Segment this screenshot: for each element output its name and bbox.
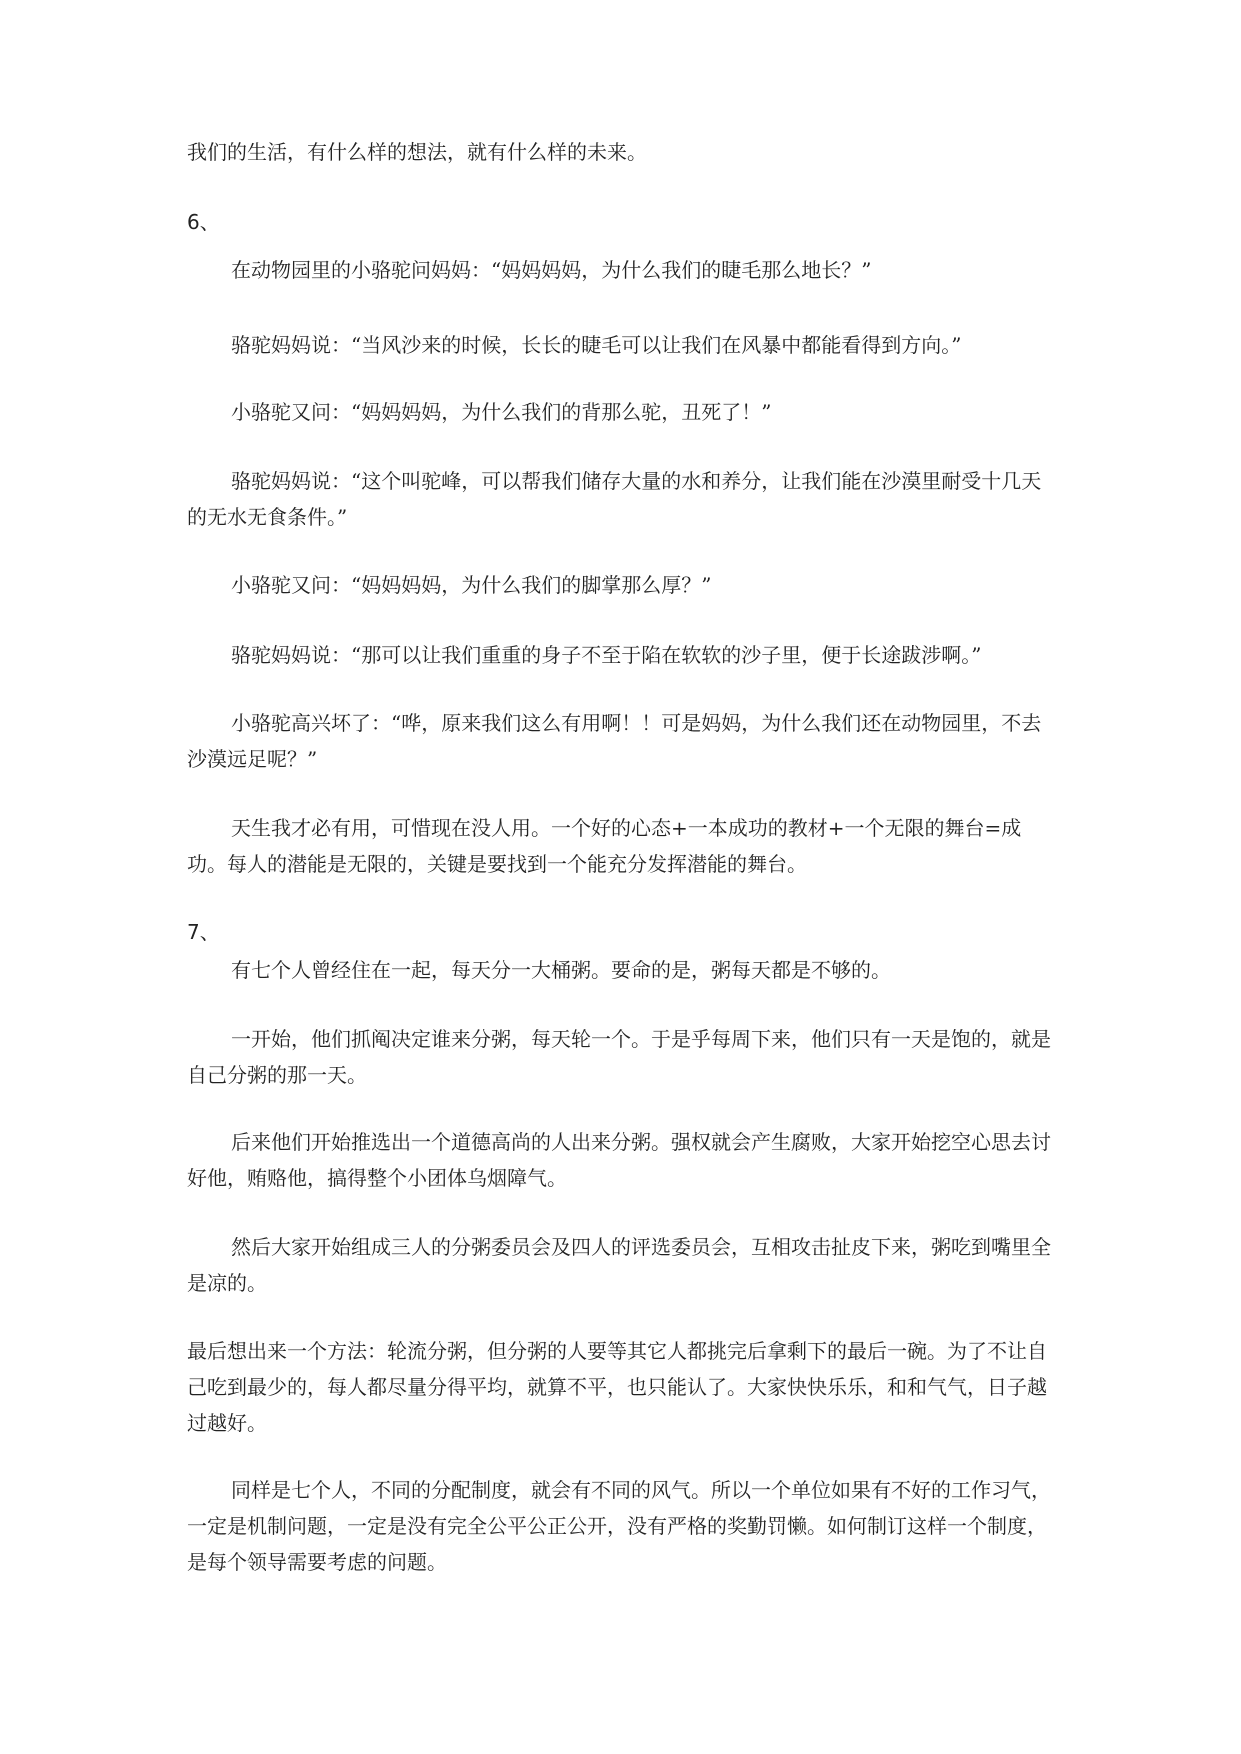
paragraph-camel-question-feet: 小骆驼又问：“妈妈妈妈，为什么我们的脚掌那么厚？” — [231, 573, 712, 597]
section-number-7: 7、 — [187, 920, 220, 944]
paragraph-committees: 然后大家开始组成三人的分粥委员会及四人的评选委员会，互相攻击扯皮下来，粥吃到嘴里全是凉的。 — [187, 1235, 1051, 1295]
paragraph-lottery: 一开始，他们抓阄决定谁来分粥，每天轮一个。于是乎每周下来，他们只有一天是饱的，就是自己分粥的那一天。 — [187, 1027, 1051, 1087]
paragraph-final-method: 最后想出来一个方法：轮流分粥，但分粥的人要等其它人都挑完后拿剩下的最后一碗。为了不让自己吃到最少的，每人都尽量分得平均，就算不平，也只能认了。大家快快乐乐，和和气气，日子越过越好。 — [187, 1339, 1047, 1435]
section-number-6: 6、 — [187, 210, 220, 234]
paragraph-seven-people: 有七个人曾经住在一起，每天分一大桶粥。要命的是，粥每天都是不够的。 — [231, 958, 891, 982]
paragraph-mother-answer-eyelashes: 骆驼妈妈说：“当风沙来的时候，长长的睫毛可以让我们在风暴中都能看得到方向。” — [231, 333, 962, 357]
paragraph-camel-question-eyelashes: 在动物园里的小骆驼问妈妈：“妈妈妈妈，为什么我们的睫毛那么地长？” — [231, 258, 872, 282]
paragraph-elected-leader: 后来他们开始推选出一个道德高尚的人出来分粥。强权就会产生腐败，大家开始挖空心思去讨好他，贿赂他，搞得整个小团体乌烟障气。 — [187, 1130, 1051, 1190]
paragraph-moral-7: 同样是七个人，不同的分配制度，就会有不同的风气。所以一个单位如果有不好的工作习气，一定是机制问题，一定是没有完全公平公正公开，没有严格的奖勤罚懒。如何制订这样一个制度，是每个领导需要考虑的问题。 — [187, 1478, 1051, 1574]
paragraph-mother-answer-feet: 骆驼妈妈说：“那可以让我们重重的身子不至于陷在软软的沙子里，便于长途跋涉啊。” — [231, 643, 982, 667]
paragraph-camel-happy: 小骆驼高兴坏了：“哗，原来我们这么有用啊！！可是妈妈，为什么我们还在动物园里，不去沙漠远足呢？” — [187, 711, 1042, 771]
paragraph-mother-answer-hump: 骆驼妈妈说：“这个叫驼峰，可以帮我们储存大量的水和养分，让我们能在沙漠里耐受十几天的无水无食条件。” — [187, 469, 1042, 529]
paragraph-intro: 我们的生活，有什么样的想法，就有什么样的未来。 — [187, 140, 647, 164]
paragraph-moral-6: 天生我才必有用，可惜现在没人用。一个好的心态+一本成功的教材+一个无限的舞台=成功。每人的潜能是无限的，关键是要找到一个能充分发挥潜能的舞台。 — [187, 816, 1022, 876]
paragraph-camel-question-hump: 小骆驼又问：“妈妈妈妈，为什么我们的背那么驼，丑死了！” — [231, 400, 772, 424]
